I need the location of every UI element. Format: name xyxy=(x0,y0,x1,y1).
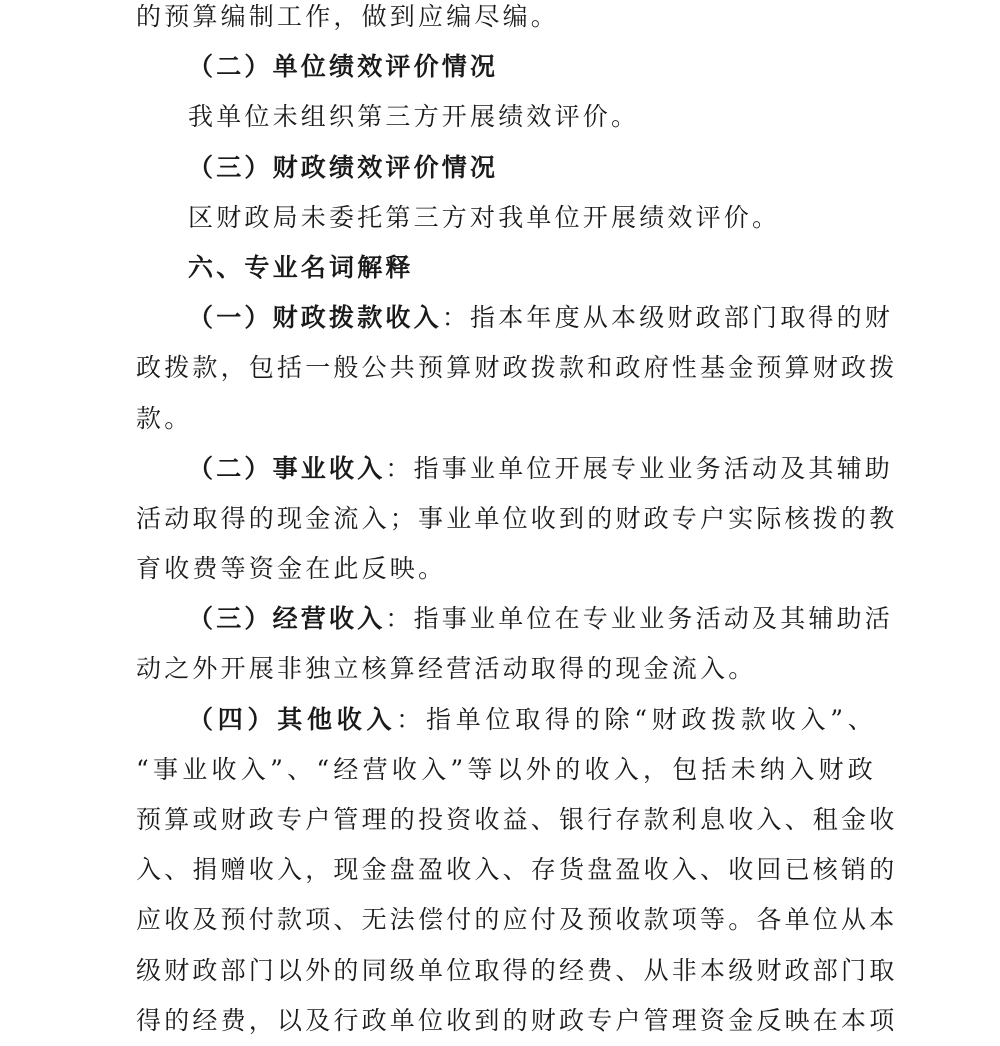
term-definition: ：指事业单位开展专业业务活动及其辅助 xyxy=(385,453,894,483)
term-definition: ：指单位取得的除“财政拨款收入”、 xyxy=(396,704,876,734)
paragraph-line: 级财政部门以外的同级单位取得的经费、从非本级财政部门取 xyxy=(136,955,898,985)
term-definition: ：指事业单位在专业业务活动及其辅助活 xyxy=(385,604,894,634)
paragraph-line: 入、捐赠收入，现金盘盈收入、存货盘盈收入、收回已核销的 xyxy=(136,855,898,885)
paragraph-line: 应收及预付款项、无法偿付的应付及预收款项等。各单位从本 xyxy=(136,905,898,935)
term-label: （一）财政拨款收入 xyxy=(188,303,442,333)
document-page xyxy=(136,0,898,1046)
paragraph-line: “事业收入”、“经营收入”等以外的收入，包括未纳入财政 xyxy=(136,754,876,784)
paragraph-line: 动之外开展非独立核算经营活动取得的现金流入。 xyxy=(136,654,757,684)
paragraph-line: 的预算编制工作，做到应编尽编。 xyxy=(136,2,560,31)
term-definition: ：指本年度从本级财政部门取得的财 xyxy=(441,303,894,333)
paragraph-line: 款。 xyxy=(136,403,193,433)
section-title-terms: 六、专业名词解释 xyxy=(188,252,414,282)
term-label: （四）其他收入 xyxy=(188,704,397,734)
paragraph-line: 活动取得的现金流入；事业单位收到的财政专户实际核拨的教 xyxy=(136,503,898,533)
term-fiscal-appropriation-first-line xyxy=(136,293,894,343)
paragraph-line: 区财政局未委托第三方对我单位开展绩效评价。 xyxy=(188,202,781,232)
paragraph-line: 预算或财政专户管理的投资收益、银行存款利息收入、租金收 xyxy=(136,805,898,834)
term-operating-income-first-line xyxy=(136,594,894,644)
section-heading-fiscal-evaluation: （三）财政绩效评价情况 xyxy=(188,152,499,182)
term-label: （三）经营收入 xyxy=(188,604,386,634)
paragraph-line: 政拨款，包括一般公共预算财政拨款和政府性基金预算财政拨 xyxy=(136,353,898,383)
section-heading-performance-evaluation: （二）单位绩效评价情况 xyxy=(188,52,499,82)
paragraph-line: 我单位未组织第三方开展绩效评价。 xyxy=(188,102,640,132)
paragraph-line: 得的经费，以及行政单位收到的财政专户管理资金反映在本项 xyxy=(136,1005,898,1035)
term-label: （二）事业收入 xyxy=(188,453,386,483)
term-other-income-first-line xyxy=(136,695,876,745)
term-business-income-first-line xyxy=(136,444,894,494)
paragraph-line: 育收费等资金在此反映。 xyxy=(136,554,447,584)
